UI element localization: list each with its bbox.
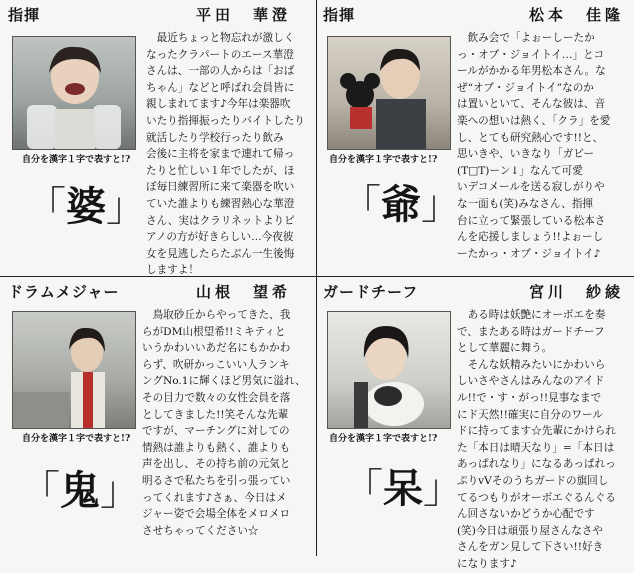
profile-text-line: っ・オブ・ジョイトイ…」とコ <box>457 48 605 61</box>
profile-text-line: その目力で数々の女性会員を落 <box>142 391 291 404</box>
kanji-character: 「婆」 <box>26 183 146 230</box>
profile-text-line: ぷりvVそのうちガードの旗回し <box>457 474 609 487</box>
profile-text-line: た「本日は晴天なり」=「本日は <box>457 441 615 454</box>
profile-text-line: な一面も(笑)みなさん、指揮 <box>457 197 594 210</box>
profile-text-line: にド天然!!確実に自分のワール <box>457 408 604 421</box>
profile-text-line: らず、吹研かっこいい人ランキ <box>142 358 290 371</box>
profile-text-line: させちゃってください☆ <box>142 524 259 537</box>
profile-panel-yamane <box>0 277 316 556</box>
profile-text-line: さんは、一部の人からは「おば <box>146 65 295 78</box>
photo-caption: 自分を漢字１字で表すと!? <box>329 155 438 165</box>
profile-text-line: ってくれます♪さぁ、今日はメ <box>142 491 287 504</box>
profile-text-line: として華麗に舞う。 <box>457 342 553 355</box>
profile-text-line: ちゃん」などと呼ばれ会員皆に <box>146 81 295 94</box>
profile-text-line: ーたかっ・オブ・ジョイトイ♪ <box>457 247 601 260</box>
member-photo <box>12 36 136 150</box>
profile-text-line: ドに持ってます☆先輩にかけられ <box>457 425 616 438</box>
profile-panel-matsumoto <box>317 0 634 276</box>
profile-text-line: しますよ！ <box>146 264 199 277</box>
kanji-character: 「鬼」 <box>20 467 140 514</box>
member-name: 平田 華澄 <box>196 6 292 24</box>
profile-text-line: あっぱれなり」になるあっぱれっ <box>457 458 616 471</box>
profile-text-line: 思いきや、いきなり「ガビー <box>457 148 595 161</box>
profile-text-line: 会後に主将を家まで連れて帰っ <box>146 148 295 161</box>
profile-panel-miyagawa <box>317 277 634 570</box>
profile-text-line: 親しまれてます♪今年は楽器吹 <box>146 98 291 111</box>
profile-text-line: そんな妖精みたいにかわいら <box>457 358 606 371</box>
profile-text-line: ですが、マーチングに対しての <box>142 425 290 438</box>
member-photo <box>327 36 451 150</box>
profile-text-line: いたり指揮振ったりバイトしたり <box>146 114 305 127</box>
profile-text-line: 台に立って緊張している松本さ <box>457 214 606 227</box>
profile-text-line: 情熱は誰よりも熱く、誰よりも <box>142 441 291 454</box>
profile-text-line: 明るさで私たちを引っ張ってい <box>142 474 291 487</box>
profile-text-line: ていた誰よりも練習熱心な華澄 <box>146 197 295 210</box>
profile-text-line: ングNo.1に輝くほど男気に溢れ、 <box>142 375 306 388</box>
profile-text-line: (笑)今日は頑張り屋さんなさや <box>457 524 603 537</box>
profile-text-line: いうかわいいあだ名にもかかわ <box>142 342 291 355</box>
profile-text-line: ぼ毎日練習所に来て楽器を吹い <box>146 181 295 194</box>
profile-text <box>142 307 310 539</box>
profile-text-line: ん回さないかどうか心配です <box>457 508 595 521</box>
member-name: 山根 望希 <box>196 283 292 301</box>
profile-text-line: ある時は妖艶にオーボエを奏 <box>457 309 606 321</box>
role-label: 指揮 <box>323 6 356 24</box>
profile-text-line: ぜ“オブ・ジョイトイ”なのか <box>457 81 594 94</box>
profile-text-line: しいさやさんはみんなのアイド <box>457 375 605 388</box>
profile-text-line: 飲み会で「よぉーしーたか <box>457 32 595 44</box>
profile-text-line: ル!!で・す・がっ!!見事なまで <box>457 391 602 404</box>
profile-text-line: んを応援しましょう!!よぉーし <box>457 231 604 244</box>
profile-text-line: 声を出し、その持ち前の元気と <box>142 458 291 471</box>
profile-text-line: 楽への想いは熱く、「クラ」を愛 <box>457 114 611 127</box>
profile-text-line: なったクラパートのエース華澄 <box>146 48 294 61</box>
profile-text-line: いデコメールを送る寂しがりや <box>457 181 605 194</box>
profile-panel-hirata <box>0 0 316 276</box>
profile-text-line: 鳥取砂丘からやってきた、我 <box>142 309 291 321</box>
profile-text <box>457 30 627 262</box>
photo-caption: 自分を漢字１字で表すと!? <box>22 434 131 444</box>
photo-caption: 自分を漢字１字で表すと!? <box>22 155 131 165</box>
role-label: ドラムメジャー <box>8 283 120 301</box>
profile-text-line: 就活したり学校行ったり飲み <box>146 131 284 144</box>
member-name: 宮川 紗綾 <box>529 283 625 301</box>
profile-text-line: さんをガン見して下さい!!好き <box>457 541 604 554</box>
profile-text-line: てるつもりがオーボエぐるんぐる <box>457 491 616 504</box>
profile-text-line: になります♪ <box>457 557 517 570</box>
kanji-character: 「呆」 <box>343 465 463 512</box>
member-photo <box>327 311 451 429</box>
profile-text-line: らがDM山根望希!!ミキティと <box>142 325 286 338</box>
profile-text-line: (T□T)ーン↓」なんて可愛 <box>457 164 583 177</box>
member-name: 松本 佳隆 <box>529 6 625 24</box>
profile-text-line: し、とても研究熱心です!!と、 <box>457 131 604 144</box>
profile-text-line: ジャー姿で会場全体をメロメロ <box>142 508 291 521</box>
profile-text <box>146 30 310 279</box>
photo-caption: 自分を漢字１字で表すと!? <box>329 434 438 444</box>
profile-text-line: としてきました!!笑そんな先輩 <box>142 408 289 421</box>
kanji-character: 「爺」 <box>341 181 461 228</box>
profile-text <box>457 307 629 573</box>
profile-text-line: ールがかかる年男松本さん。な <box>457 65 606 78</box>
role-label: 指揮 <box>8 6 41 24</box>
role-label: ガードチーフ <box>323 283 419 301</box>
profile-text-line: アノの方が好きらしい…今夜彼 <box>146 231 294 244</box>
member-photo <box>12 311 136 429</box>
profile-text-line: 最近ちょっと物忘れが激しく <box>146 32 295 44</box>
profile-text-line: たりと忙しい１年でしたが、ほ <box>146 164 295 177</box>
profile-text-line: さん、実はクラリネットよりピ <box>146 214 295 227</box>
profile-text-line: は置いといて、そんな彼は、音 <box>457 98 606 111</box>
profile-text-line: で、またある時はガードチーフ <box>457 325 605 338</box>
profile-text-line: 女を見逃したらたぶん一生後悔 <box>146 247 295 260</box>
